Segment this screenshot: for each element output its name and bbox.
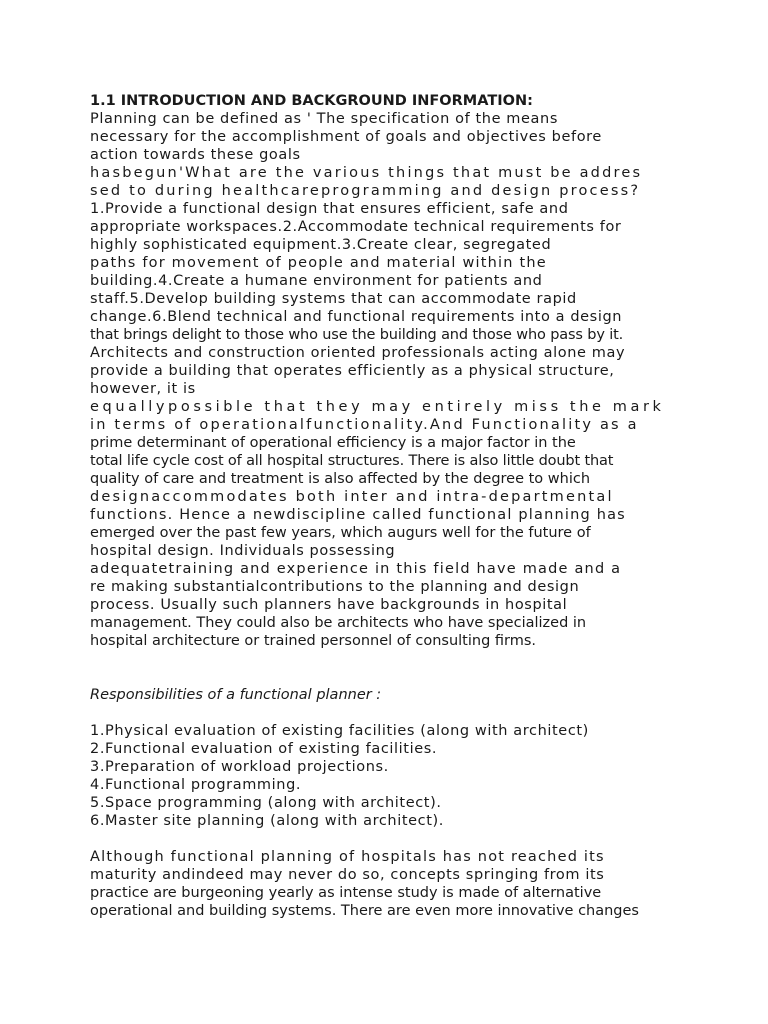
text-line: action towards these goals	[90, 147, 301, 163]
list-item: 5.Space programming (along with architect).	[90, 795, 442, 811]
document-body	[90, 92, 690, 920]
text-line: practice are burgeoning yearly as intense study is made of alternative	[90, 885, 602, 901]
spacer	[90, 668, 690, 686]
text-line: re making substantialcontributions to the planning and design	[90, 579, 580, 595]
text-line: 1.Provide a functional design that ensures efficient, safe and	[90, 201, 569, 217]
text-line: Although functional planning of hospitals has not reached its	[90, 849, 605, 865]
list-item: 2.Functional evaluation of existing facilities.	[90, 741, 438, 757]
list-item: 3.Preparation of workload projections.	[90, 759, 389, 775]
text-line: appropriate workspaces.2.Accommodate technical requirements for	[90, 219, 622, 235]
spacer	[90, 830, 690, 848]
text-line: management. They could also be architects who have specialized in	[90, 615, 587, 631]
text-line: emerged over the past few years, which augurs well for the future of	[90, 525, 591, 541]
text-line: hospital architecture or trained personnel of consulting firms.	[90, 633, 537, 649]
text-line: prime determinant of operational efficiency is a major factor in the	[90, 435, 576, 451]
text-line: maturity andindeed may never do so, concepts springing from its	[90, 867, 605, 883]
text-line: Architects and construction oriented professionals acting alone may	[90, 345, 626, 361]
text-line: Planning can be defined as ' The specification of the means	[90, 111, 558, 127]
responsibilities-list	[90, 722, 690, 830]
text-line: paths for movement of people and material within the	[90, 255, 547, 271]
text-line: hasbegun'What are the various things that must be addres	[90, 165, 643, 181]
spacer	[90, 704, 690, 722]
spacer	[90, 650, 690, 668]
list-item: 1.Physical evaluation of existing facilities (along with architect)	[90, 723, 589, 739]
text-line: building.4.Create a humane environment for patients and	[90, 273, 543, 289]
text-line: necessary for the accomplishment of goals and objectives before	[90, 129, 602, 145]
intro-paragraph	[90, 110, 690, 650]
section-heading: 1.1 INTRODUCTION AND BACKGROUND INFORMATION:	[90, 93, 533, 109]
text-line: quality of care and treatment is also affected by the degree to which	[90, 471, 591, 487]
text-line: process. Usually such planners have backgrounds in hospital	[90, 597, 568, 613]
text-line: operational and building systems. There are even more innovative changes	[90, 903, 639, 919]
text-line: staff.5.Develop building systems that can accommodate rapid	[90, 291, 577, 307]
text-line: functions. Hence a newdiscipline called functional planning has	[90, 507, 626, 523]
closing-paragraph	[90, 848, 690, 920]
text-line: sed to during healthcareprogramming and design process?	[90, 183, 641, 199]
responsibilities-title: Responsibilities of a functional planner :	[90, 687, 382, 703]
text-line: provide a building that operates efficiently as a physical structure,	[90, 363, 615, 379]
text-line: that brings delight to those who use the building and those who pass by it.	[90, 327, 624, 343]
text-line: change.6.Blend technical and functional requirements into a design	[90, 309, 623, 325]
list-item: 6.Master site planning (along with architect).	[90, 813, 444, 829]
text-line: adequatetraining and experience in this field have made and a	[90, 561, 622, 577]
text-line: hospital design. Individuals possessing	[90, 543, 396, 559]
text-line: total life cycle cost of all hospital structures. There is also little doubt that	[90, 453, 614, 469]
text-line: however, it is	[90, 381, 196, 397]
text-line: highly sophisticated equipment.3.Create clear, segregated	[90, 237, 552, 253]
text-line: in terms of operationalfunctionality.And Functionality as a	[90, 417, 639, 433]
list-item: 4.Functional programming.	[90, 777, 302, 793]
text-line: equallypossible that they may entirely miss the mark	[90, 399, 665, 415]
text-line: designaccommodates both inter and intra-departmental	[90, 489, 614, 505]
